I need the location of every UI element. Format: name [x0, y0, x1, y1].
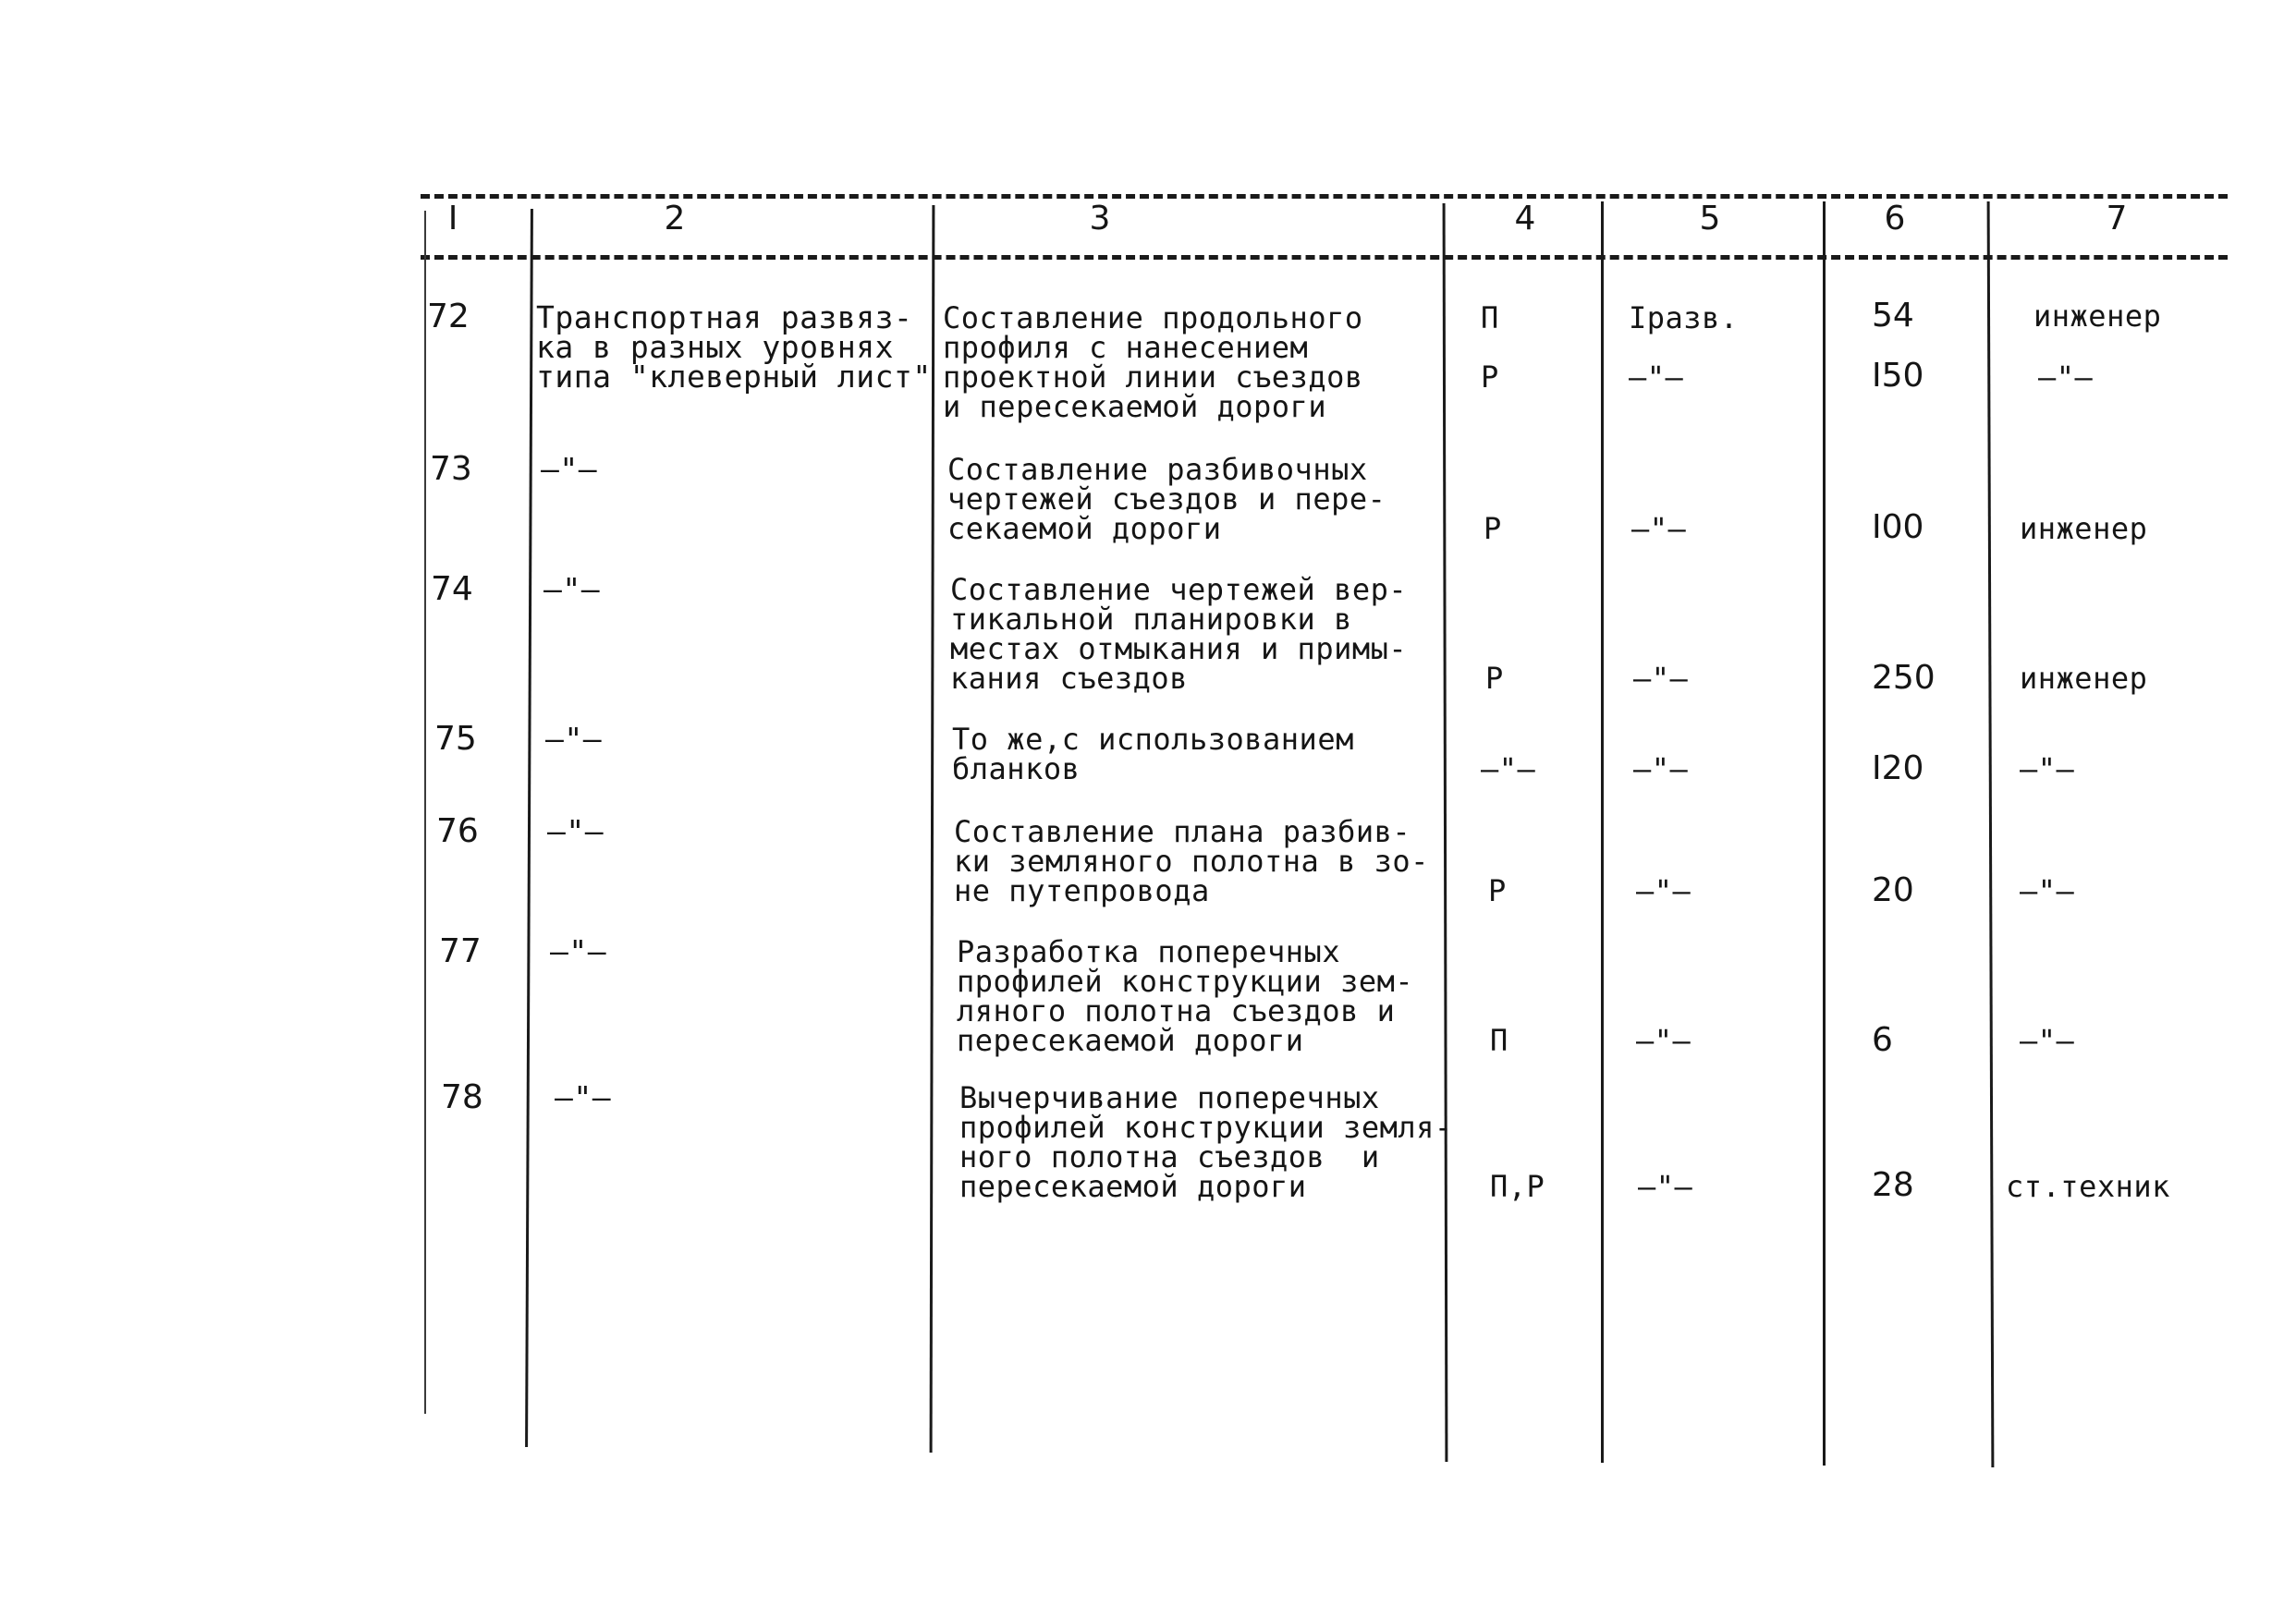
column-separator-4-5 — [1601, 201, 1604, 1463]
design-stage: –"– — [1481, 751, 1536, 786]
work-description-line: бланков — [952, 751, 1081, 786]
object-line: –"– — [545, 721, 603, 757]
work-description-line: местах отмыкания и примы- — [950, 631, 1408, 666]
work-description-line: ки земляного полотна в зо- — [954, 844, 1429, 879]
unit-of-measure: –"– — [1636, 873, 1691, 908]
object-line: –"– — [541, 451, 598, 487]
row-number: 76 — [436, 812, 479, 850]
row-number: 74 — [431, 570, 473, 608]
performer: ст.техник — [2006, 1169, 2170, 1204]
work-description-line: Вычерчивание поперечных — [959, 1080, 1380, 1115]
row-number: 72 — [427, 298, 470, 335]
work-description-line: Разработка поперечных — [957, 934, 1341, 969]
unit-of-measure: –"– — [1631, 511, 1687, 546]
column-separator-3-4 — [1443, 203, 1448, 1462]
header-col-2: 2 — [664, 200, 686, 237]
work-description-line: пересекаемой дороги — [957, 1023, 1304, 1058]
object-line: –"– — [550, 933, 607, 969]
header-col-3: 3 — [1089, 200, 1111, 237]
work-description-line: профиля с нанесением — [943, 330, 1309, 365]
unit-of-measure: –"– — [1636, 1023, 1691, 1058]
time-norm: 28 — [1872, 1166, 1914, 1204]
time-norm: I00 — [1872, 508, 1924, 546]
design-stage: Р — [1484, 511, 1502, 546]
work-description-line: проектной линии съездов — [943, 359, 1363, 395]
performer: –"– — [2020, 1023, 2075, 1058]
design-stage: Р — [1481, 359, 1499, 395]
work-description-line: секаемой дороги — [947, 511, 1222, 546]
unit-of-measure: –"– — [1633, 661, 1689, 696]
work-description-line: и пересекаемой дороги — [943, 389, 1327, 424]
work-description-line: То же,с использованием — [952, 722, 1354, 757]
design-stage: П,Р — [1490, 1169, 1545, 1204]
work-description-line: профилей конструкции земля- — [959, 1110, 1453, 1145]
row-number: 77 — [439, 932, 482, 970]
work-description-line: профилей конструкции зем- — [957, 964, 1414, 999]
object-line: –"– — [555, 1079, 612, 1115]
header-col-5: 5 — [1699, 200, 1721, 237]
unit-of-measure: –"– — [1638, 1169, 1693, 1204]
work-description-line: кания съездов — [950, 661, 1188, 696]
header-col-7: 7 — [2106, 200, 2128, 237]
performer: –"– — [2020, 873, 2075, 908]
performer: инженер — [2020, 511, 2148, 546]
object-line: –"– — [543, 571, 601, 607]
work-description-line: Составление плана разбив- — [954, 814, 1411, 849]
work-description-line: Составление продольного — [943, 300, 1363, 335]
time-norm: 250 — [1872, 659, 1936, 697]
work-description-line: не путепровода — [954, 873, 1210, 908]
row-number: 78 — [441, 1078, 483, 1116]
row-number: 73 — [430, 450, 472, 488]
performer: инженер — [2033, 298, 2162, 334]
work-description-line: Составление разбивочных — [947, 452, 1368, 487]
unit-of-measure: Iразв. — [1629, 300, 1739, 335]
header-top-rule — [421, 194, 2228, 199]
design-stage: П — [1481, 300, 1499, 335]
header-bottom-rule — [421, 255, 2228, 260]
header-col-4: 4 — [1514, 200, 1536, 237]
design-stage: Р — [1485, 661, 1504, 696]
performer: –"– — [2020, 751, 2075, 786]
row-number: 75 — [434, 720, 477, 758]
performer: –"– — [2038, 359, 2094, 395]
unit-of-measure: –"– — [1633, 751, 1689, 786]
work-description-line: ного полотна съездов и — [959, 1139, 1380, 1174]
unit-of-measure: –"– — [1629, 359, 1684, 395]
column-border-left — [424, 211, 426, 1414]
time-norm: 20 — [1872, 871, 1914, 909]
time-norm: I50 — [1872, 357, 1924, 395]
object-line: ка в разных уровнях — [536, 329, 894, 365]
work-description-line: ляного полотна съездов и — [957, 993, 1396, 1028]
work-description-line: чертежей съездов и пере- — [947, 481, 1386, 517]
work-description-line: тикальной планировки в — [950, 602, 1352, 637]
design-stage: П — [1490, 1023, 1508, 1058]
work-description-line: пересекаемой дороги — [959, 1169, 1307, 1204]
time-norm: I20 — [1872, 749, 1924, 787]
header-col-6: 6 — [1884, 200, 1906, 237]
performer: инженер — [2020, 661, 2148, 696]
header-col-1: I — [447, 200, 458, 237]
object-line: –"– — [547, 813, 605, 849]
object-line: типа "клеверный лист" — [536, 359, 932, 395]
time-norm: 54 — [1872, 297, 1914, 335]
time-norm: 6 — [1872, 1021, 1893, 1059]
design-stage: Р — [1488, 873, 1507, 908]
column-separator-5-6 — [1823, 201, 1826, 1466]
column-separator-1-2 — [525, 209, 533, 1447]
column-separator-6-7 — [1987, 201, 1995, 1467]
work-description-line: Составление чертежей вер- — [950, 572, 1408, 607]
object-line: Транспортная развяз- — [536, 299, 913, 335]
